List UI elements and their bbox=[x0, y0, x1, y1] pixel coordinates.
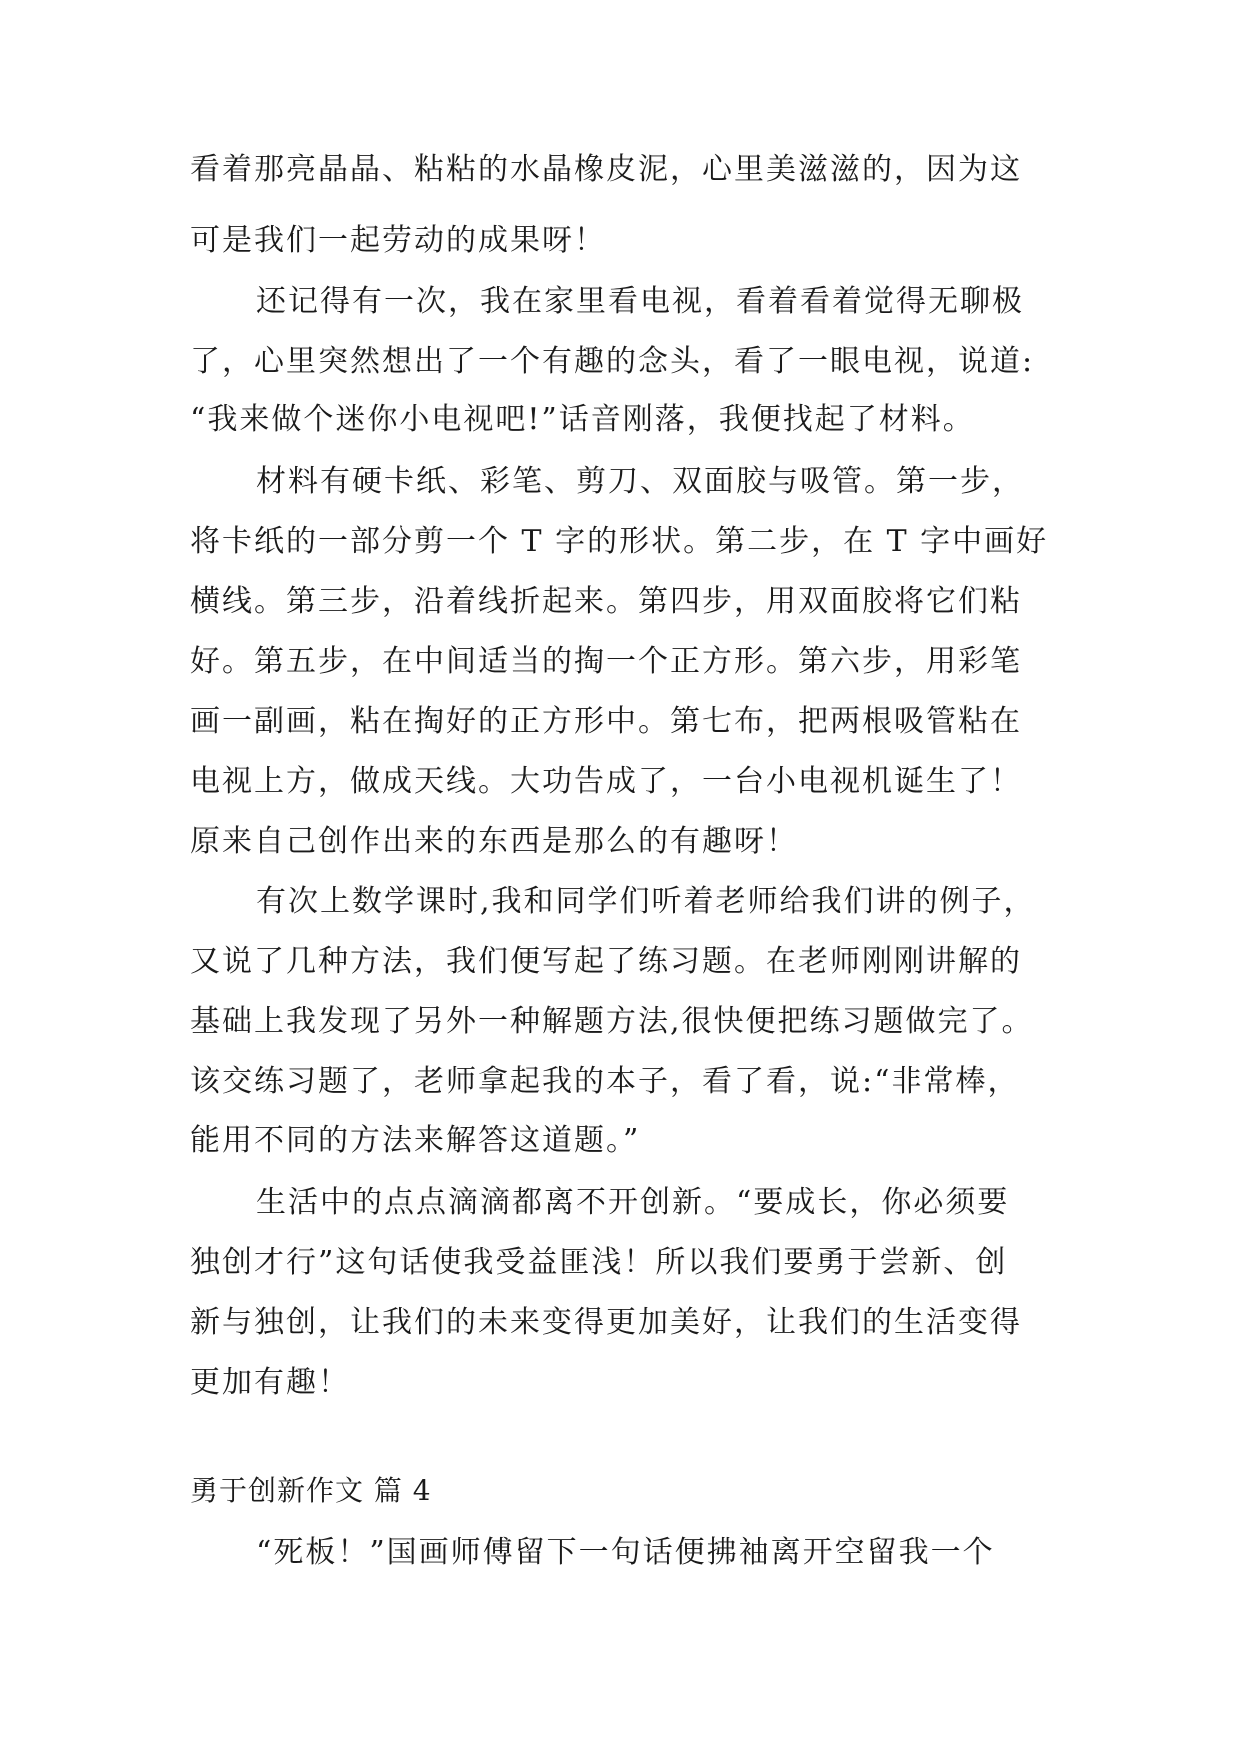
text-line: 独创才行”这句话使我受益匪浅！所以我们要勇于尝新、创 bbox=[190, 1245, 1008, 1280]
text-line: 更加有趣！ bbox=[190, 1365, 350, 1400]
text-line: 横线。第三步，沿着线折起来。第四步，用双面胶将它们粘 bbox=[190, 584, 1022, 619]
text-line: 将卡纸的一部分剪一个 T 字的形状。第二步，在 T 字中画好 bbox=[190, 524, 1049, 559]
text-line: 好。第五步，在中间适当的掏一个正方形。第六步，用彩笔 bbox=[190, 644, 1022, 679]
text-line: 生活中的点点滴滴都离不开创新。“要成长，你必须要 bbox=[256, 1185, 1010, 1220]
text-line: 原来自己创作出来的东西是那么的有趣呀！ bbox=[190, 824, 798, 859]
text-line: 基础上我发现了另外一种解题方法,很快便把练习题做完了。 bbox=[190, 1004, 1034, 1039]
section-heading: 勇于创新作文 篇 4 bbox=[190, 1474, 432, 1507]
text-line: 新与独创，让我们的未来变得更加美好，让我们的生活变得 bbox=[190, 1305, 1022, 1340]
text-line: 电视上方，做成天线。大功告成了，一台小电视机诞生了！ bbox=[190, 764, 1022, 799]
text-line: 又说了几种方法，我们便写起了练习题。在老师刚刚讲解的 bbox=[190, 944, 1022, 979]
text-line: 看着那亮晶晶、粘粘的水晶橡皮泥，心里美滋滋的，因为这 bbox=[190, 152, 1022, 187]
text-line: 还记得有一次，我在家里看电视，看着看着觉得无聊极 bbox=[256, 284, 1024, 319]
text-line: 该交练习题了，老师拿起我的本子，看了看，说:“非常棒， bbox=[190, 1064, 1020, 1099]
text-line: 画一副画，粘在掏好的正方形中。第七布，把两根吸管粘在 bbox=[190, 704, 1022, 739]
text-line: 了，心里突然想出了一个有趣的念头，看了一眼电视，说道: bbox=[190, 344, 1035, 379]
text-line: “死板！”国画师傅留下一句话便拂袖离开空留我一个 bbox=[256, 1535, 995, 1570]
text-line: 有次上数学课时,我和同学们听着老师给我们讲的例子， bbox=[256, 884, 1036, 919]
text-line: 可是我们一起劳动的成果呀！ bbox=[190, 223, 606, 258]
text-line: 材料有硬卡纸、彩笔、剪刀、双面胶与吸管。第一步， bbox=[256, 464, 1024, 499]
text-line: 能用不同的方法来解答这道题。” bbox=[190, 1123, 641, 1158]
text-line: “我来做个迷你小电视吧!”话音刚落，我便找起了材料。 bbox=[190, 402, 975, 437]
